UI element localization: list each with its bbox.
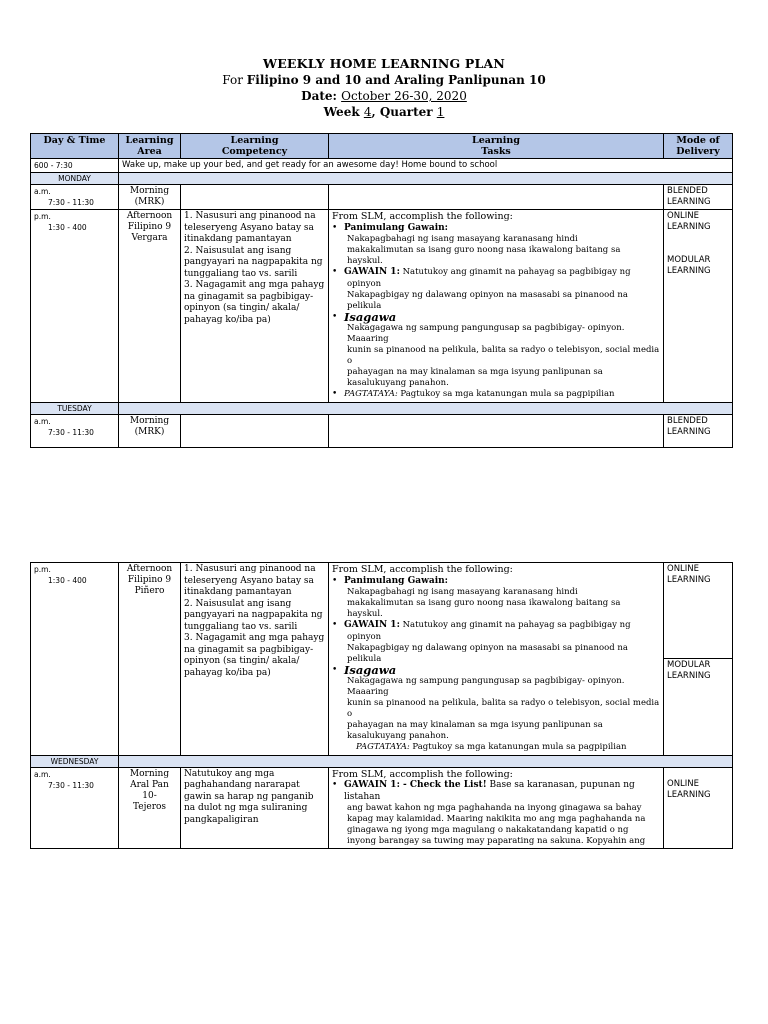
day-label-tuesday: TUESDAY <box>31 402 119 414</box>
bullet-icon: • <box>332 620 338 630</box>
time-cell: a.m. 7:30 - 11:30 <box>31 185 119 210</box>
competency-cell: Natutukoy ang mga paghahandang nararapat gawin sa harap ng panganib na dulot ng mga suliraning pangkapaligiran <box>181 767 329 849</box>
bullet-icon: • <box>332 780 338 790</box>
col-learning-tasks: Learning Tasks <box>329 134 664 159</box>
time-cell: p.m. 1:30 - 400 <box>31 210 119 403</box>
day-row-monday <box>31 173 733 185</box>
plan-title: WEEKLY HOME LEARNING PLAN <box>262 56 506 71</box>
learning-plan-table-2 <box>30 562 733 849</box>
table-row <box>31 185 733 210</box>
mode-cell: BLENDED LEARNING <box>664 414 733 447</box>
table-header-row <box>31 134 733 159</box>
competency-cell: 1. Nasusuri ang pinanood na teleseryeng Asyano batay sa itinakdang pamantayan 2. Naisusulat ang isang pangyayari na nagpapakita ng tunggaliang tao vs. sarili 3. Nagagamit ang mga pahayg na ginagamit sa pagbibigay- opinyon (sa tingin/ akala/ pahayag ko/iba pa) <box>181 210 329 403</box>
table-row <box>31 210 733 403</box>
plan-header <box>0 56 768 120</box>
routine-row <box>31 159 733 173</box>
col-day-time: Day & Time <box>31 134 119 159</box>
learning-area-cell: Morning (MRK) <box>119 185 181 210</box>
mode-cell: ONLINE LEARNING MODULAR LEARNING <box>664 563 733 756</box>
learning-area-cell: Afternoon Filipino 9 Vergara <box>119 210 181 403</box>
table-row <box>31 767 733 849</box>
bullet-icon: • <box>332 575 338 586</box>
learning-plan-table-1 <box>30 133 733 448</box>
competency-cell: 1. Nasusuri ang pinanood na teleseryeng Asyano batay sa itinakdang pamantayan 2. Naisusulat ang isang pangyayari na nagpapakita ng tunggaliang tao vs. sarili 3. Nagagamit ang mga pahayg na ginagamit sa pagbibigay- opinyon (sa tingin/ akala/ pahayag ko/iba pa) <box>181 563 329 756</box>
bullet-icon: • <box>332 389 338 399</box>
tasks-cell: From SLM, accomplish the following: • Panimulang Gawain: Nakapagbahagi ng isang masayang karanasang hindi makakalimutan sa isang guro noong nasa ikawalong baitang sa hayskul. • GAWAIN 1: Natutukoy ang ginamit na pahayag sa pagbibigay ng opinyon Nakapagbigay ng dalawang opinyon na masasabi sa pinanood na pelikula • Isagawa Nakagagawa ng sampung pangungusap sa pagbibigay- opinyon. Maaaring kunin sa pinanood na pelikula, balita sa radyo o telebisyon, social media o pahayagan na may kinalaman sa mga isyung panlipunan sa kasalukuyang panahon. • PAGTATAYA: Pagtukoy sa mga katanungan mula sa pagpipilian <box>329 210 664 403</box>
tasks-cell: From SLM, accomplish the following: • Panimulang Gawain: Nakapagbahagi ng isang masayang karanasang hindi makakalimutan sa isang guro noong nasa ikawalong baitang sa hayskul. • GAWAIN 1: Natutukoy ang ginamit na pahayag sa pagbibigay ng opinyon Nakapagbigay ng dalawang opinyon na masasabi sa pinanood na pelikula • Isagawa Nakagagawa ng sampung pangungusap sa pagbibigay- opinyon. Maaaring kunin sa pinanood na pelikula, balita sa radyo o telebisyon, social media o pahayagan na may kinalaman sa mga isyung panlipunan sa kasalukuyang panahon. PAGTATAYA: Pagtukoy sa mga katanungan mula sa pagpipilian <box>329 563 664 756</box>
bullet-icon: • <box>332 311 338 322</box>
learning-area-cell: Morning (MRK) <box>119 414 181 447</box>
mode-cell: ONLINE LEARNING MODULAR LEARNING <box>664 210 733 403</box>
day-row-tuesday <box>31 402 733 414</box>
col-learning-area: Learning Area <box>119 134 181 159</box>
mode-cell: ONLINE LEARNING <box>664 767 733 849</box>
time-cell: a.m. 7:30 - 11:30 <box>31 414 119 447</box>
time-cell: p.m. 1:30 - 400 <box>31 563 119 756</box>
day-label-wednesday: WEDNESDAY <box>31 755 119 767</box>
learning-area-cell: Morning Aral Pan 10- Tejeros <box>119 767 181 849</box>
bullet-icon: • <box>332 664 338 675</box>
time-cell: a.m. 7:30 - 11:30 <box>31 767 119 849</box>
plan-date: Date: October 26-30, 2020 <box>301 89 467 103</box>
mode-cell: BLENDED LEARNING <box>664 185 733 210</box>
learning-area-cell: Afternoon Filipino 9 Piñero <box>119 563 181 756</box>
routine-time: 600 - 7:30 <box>31 159 119 173</box>
col-mode-of-delivery: Mode of Delivery <box>664 134 733 159</box>
table-row <box>31 563 733 756</box>
table-row <box>31 414 733 447</box>
bullet-icon: • <box>332 267 338 277</box>
routine-text: Wake up, make up your bed, and get ready for an awesome day! Home bound to school <box>119 159 733 173</box>
plan-subjects: For Filipino 9 and 10 and Araling Panlipunan 10 <box>222 73 546 87</box>
day-row-wednesday <box>31 755 733 767</box>
tasks-cell: From SLM, accomplish the following: • GAWAIN 1: - Check the List! Base sa karanasan, pupunan ng listahan ang bawat kahon ng mga paghahanda na inyong ginagawa sa bahay kapag may kalamidad. Maaring nakikita mo ang mga paghahanda na ginagawa ng iyong mga magulang o nakakatandang kapatid o ng inyong barangay sa tuwing may paparating na sakuna. Kopyahin ang <box>329 767 664 849</box>
plan-week: Week 4, Quarter 1 <box>323 105 445 119</box>
bullet-icon: • <box>332 222 338 233</box>
day-label-monday: MONDAY <box>31 173 119 185</box>
col-learning-competency: Learning Competency <box>181 134 329 159</box>
